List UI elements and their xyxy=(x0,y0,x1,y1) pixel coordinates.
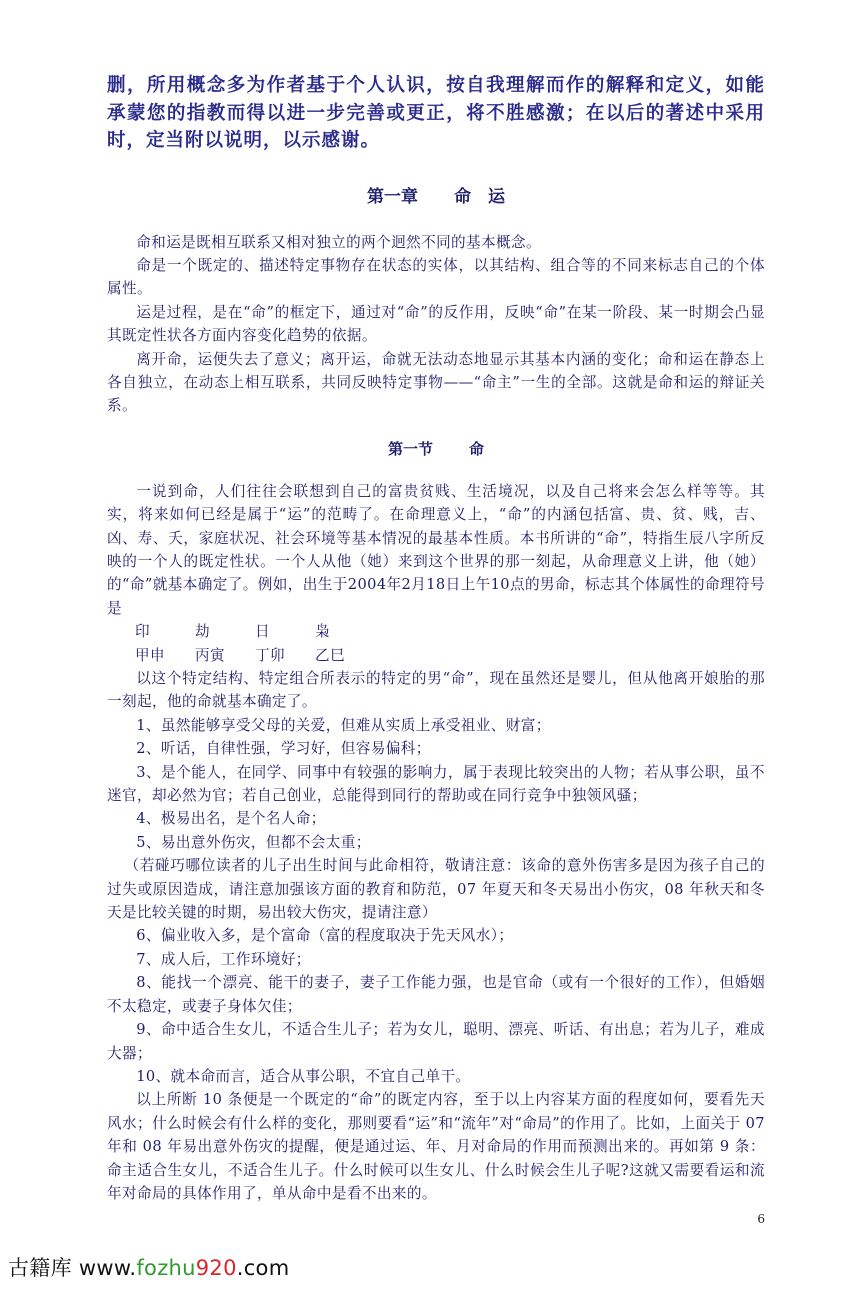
chapter-heading xyxy=(107,185,765,209)
list-item: 7、成人后，工作环境好； xyxy=(136,950,311,968)
paragraph: 以上所断 10 条便是一个既定的“命”的既定内容，至于以上内容某方面的程度如何，要看先天风水；什么时候会有什么样的变化，那则要看“运”和“流年”对“命局”的作用了。比如，上面关于 07 年和 08 年易出意外伤灾的提醒，便是通过运、年、月对命局的作用而预测出来的。再如第 9 条：命主适合生女儿，不适合生儿子。什么时候可以生女儿、什么时候会生儿子呢?这就又需要看运和流年对命局的具体作用了，单从命中是看不出来的。 xyxy=(107,1091,765,1202)
paragraph: 命是一个既定的、描述特定事物存在状态的实体，以其结构、组合等的不同来标志自己的个体属性。 xyxy=(107,256,765,298)
watermark-green: fozhu xyxy=(136,1256,196,1281)
list-item: 4、极易出名，是个名人命； xyxy=(136,810,326,828)
chapter-number: 第一章 xyxy=(367,186,418,207)
section-title: 命 xyxy=(469,439,485,458)
watermark-red: 920 xyxy=(195,1256,237,1281)
list-item: 6、偏业收入多，是个富命（富的程度取决于先天风水）； xyxy=(136,927,514,945)
section-number: 第一节 xyxy=(387,439,433,458)
list-item: 8、能找一个漂亮、能干的妻子，妻子工作能力强，也是官命（或有一个很好的工作），但婚姻不太稳定，或妻子身体欠佳； xyxy=(107,974,765,1015)
paragraph: 一说到命，人们往往会联想到自己的富贵贫贱、生活境况，以及自己将来会怎么样等等。其实，将来如何已经是属于“运”的范畴了。在命理意义上，“命”的内涵包括富、贵、贫、贱，吉、凶、寿、夭，家庭状况、社会环境等基本情况的最基本性质。本书所讲的“命”，特指生辰八字所反映的一个人的既定性状。一个人从他（她）来到这个世界的那一刻起，从命理意义上讲，他（她）的“命”就基本确定了。例如，出生于2004年2月18日上午10点的男命，标志其个体属性的命理符号是 xyxy=(107,482,765,617)
list-item: 1、虽然能够享受父母的关爱，但难从实质上承受祖业、财富； xyxy=(136,716,551,734)
list-item: 2、听话，自律性强，学习好，但容易偏科； xyxy=(136,740,431,758)
symbol: 日 xyxy=(255,623,270,641)
symbol: 乙巳 xyxy=(315,646,345,664)
list-item: 3、是个能人，在同学、同事中有较强的影响力，属于表现比较突出的人物；若从事公职，虽不迷官，却必然为官；若自己创业，总能得到同行的帮助或在同行竞争中独领风骚； xyxy=(107,763,765,805)
symbol-row-top xyxy=(107,620,765,643)
list-item: 9、命中适合生女儿，不适合生儿子；若为女儿，聪明、漂亮、听话、有出息；若为儿子，难成大器； xyxy=(107,1021,765,1062)
chapter-body xyxy=(107,231,765,418)
watermark-prefix: 古籍库 www. xyxy=(8,1256,137,1281)
section-heading xyxy=(107,438,765,460)
list-item: 5、易出意外伤灾，但都不会太重； xyxy=(136,833,371,851)
paragraph: 以这个特定结构、特定组合所表示的特定的男“命”，现在虽然还是婴儿，但从他离开娘胎的那一刻起，他的命就基本确定了。 xyxy=(107,670,765,711)
watermark-logo xyxy=(0,1227,866,1289)
symbol: 甲申 xyxy=(135,646,165,664)
symbol: 枭 xyxy=(315,623,330,641)
symbol: 印 xyxy=(135,623,150,641)
watermark-suffix: .com xyxy=(236,1256,290,1281)
intro-paragraph: 删，所用概念多为作者基于个人认识，按自我理解而作的解释和定义，如能承蒙您的指教而得以进一步完善或更正，将不胜感激；在以后的著述中采用时，定当附以说明，以示感谢。 xyxy=(107,75,765,151)
paragraph: 运是过程，是在“命”的框定下，通过对“命”的反作用，反映“命”在某一阶段、某一时期会凸显其既定性状各方面内容变化趋势的依据。 xyxy=(107,303,765,345)
paragraph: 命和运是既相互联系又相对独立的两个迥然不同的基本概念。 xyxy=(136,233,542,251)
list-item: 10、就本命而言，适合从事公职，不宜自己单干。 xyxy=(136,1067,471,1085)
symbol: 劫 xyxy=(195,623,210,641)
page-number: 6 xyxy=(757,1212,765,1227)
note-paragraph: （若碰巧哪位读者的儿子出生时间与此命相符，敬请注意：该命的意外伤害多是因为孩子自己的过失或原因造成，请注意加强该方面的教育和防范，07 年夏天和冬天易出小伤灾，08 年秋天和冬天是比较关键的时期，易出较大伤灾，提请注意） xyxy=(107,857,765,922)
symbol: 丙寅 xyxy=(195,646,225,664)
symbol-row-bottom xyxy=(107,644,765,667)
section-body xyxy=(107,480,765,1206)
paragraph: 离开命，运便失去了意义；离开运，命就无法动态地显示其基本内涵的变化；命和运在静态上各自独立，在动态上相互联系，共同反映特定事物——“命主”一生的全部。这就是命和运的辩证关系。 xyxy=(107,350,765,415)
chapter-title: 命 运 xyxy=(454,186,505,207)
symbol: 丁卯 xyxy=(255,646,285,664)
